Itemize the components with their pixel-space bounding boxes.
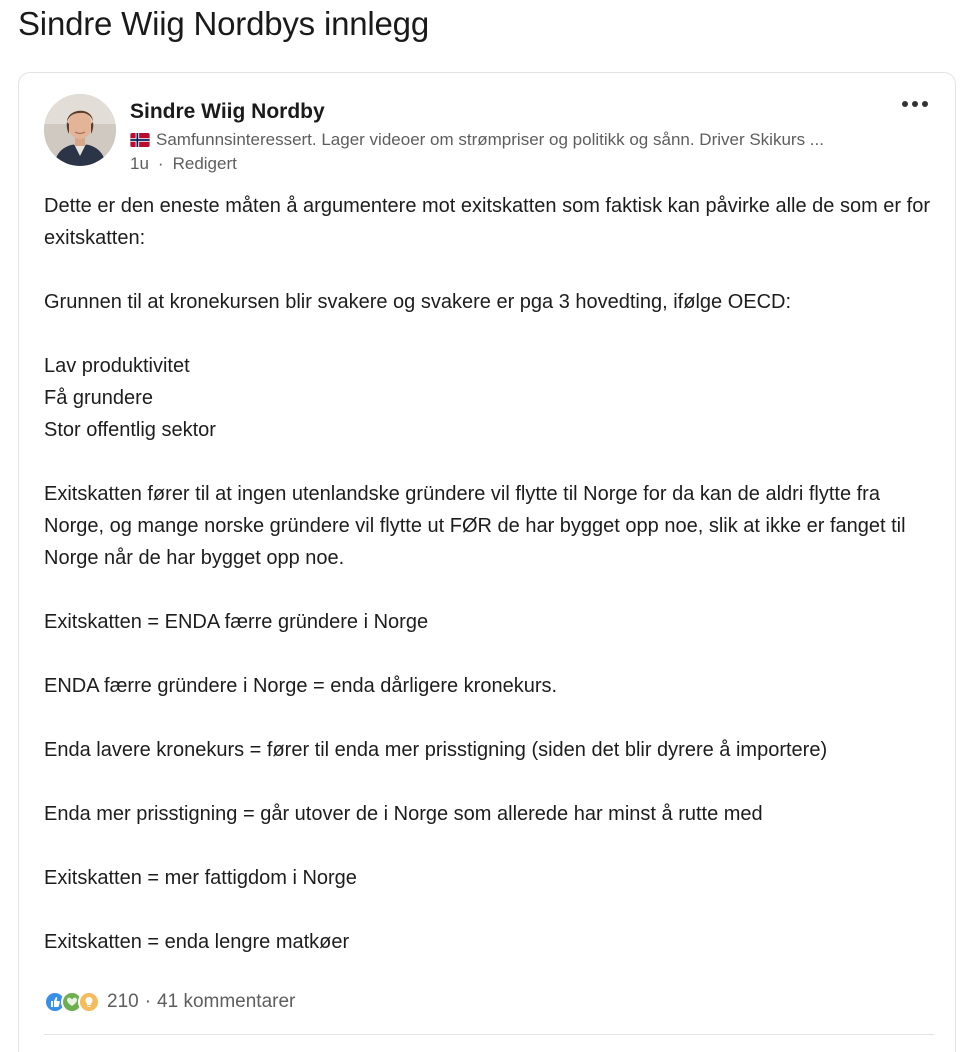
author-headline-text: Samfunnsinteressert. Lager videoer om strømpriser og politikk og sånn. Driver Skikurs ... <box>156 130 824 149</box>
more-options-icon-dot <box>922 101 928 107</box>
edited-label: Redigert <box>172 154 237 173</box>
avatar[interactable] <box>44 94 116 166</box>
more-options-icon <box>902 101 908 107</box>
profile-photo <box>44 94 116 166</box>
post-card <box>18 72 956 1052</box>
post-list-item: Stor offentlig sektor <box>44 419 216 441</box>
post-body <box>44 190 944 990</box>
post-paragraph: Grunnen til at kronekursen blir svakere og svakere er pga 3 hovedting, ifølge OECD: <box>44 291 792 313</box>
post-time: 1u <box>130 154 149 173</box>
meta-separator: · <box>157 154 164 173</box>
reaction-icons[interactable] <box>44 991 100 1013</box>
comments-count-link[interactable]: 41 kommentarer <box>157 991 296 1012</box>
post-paragraph: Exitskatten = enda lengre matkøer <box>44 931 350 953</box>
post-paragraph: Exitskatten = ENDA færre gründere i Norge <box>44 611 429 633</box>
more-options-icon-dot <box>912 101 918 107</box>
post-paragraph: ENDA færre gründere i Norge = enda dårligere kronekurs. <box>44 675 558 697</box>
more-options-button[interactable] <box>895 91 935 117</box>
post-paragraph: Exitskatten = mer fattigdom i Norge <box>44 867 357 889</box>
reactions-bar <box>44 989 295 1015</box>
divider <box>44 1034 934 1035</box>
post-paragraph: Exitskatten fører til at ingen utenlandske gründere vil flytte til Norge for da kan de aldri flytte fra Norge, og mange norske gründere vil flytte ut FØR de har bygget opp noe, slik at ikke er fanget til Norge når de har bygget opp noe. <box>44 483 906 569</box>
post-list-item: Få grundere <box>44 387 153 409</box>
page-title: Sindre Wiig Nordbys innlegg <box>18 5 429 42</box>
author-headline <box>130 128 930 152</box>
reaction-count[interactable]: 210 <box>107 991 139 1012</box>
author-name[interactable]: Sindre Wiig Nordby <box>130 100 325 123</box>
post-paragraph: Enda mer prisstigning = går utover de i Norge som allerede har minst å rutte med <box>44 803 763 825</box>
social-separator: · <box>144 991 152 1012</box>
norway-flag-icon <box>130 133 150 147</box>
post-paragraph: Enda lavere kronekurs = fører til enda mer prisstigning (siden det blir dyrere å importere) <box>44 739 828 761</box>
post-list-item: Lav produktivitet <box>44 355 190 377</box>
post-paragraph: Dette er den eneste måten å argumentere mot exitskatten som faktisk kan påvirke alle de som er for exitskatten: <box>44 195 930 249</box>
insightful-icon <box>78 991 100 1013</box>
post-meta <box>130 152 237 176</box>
